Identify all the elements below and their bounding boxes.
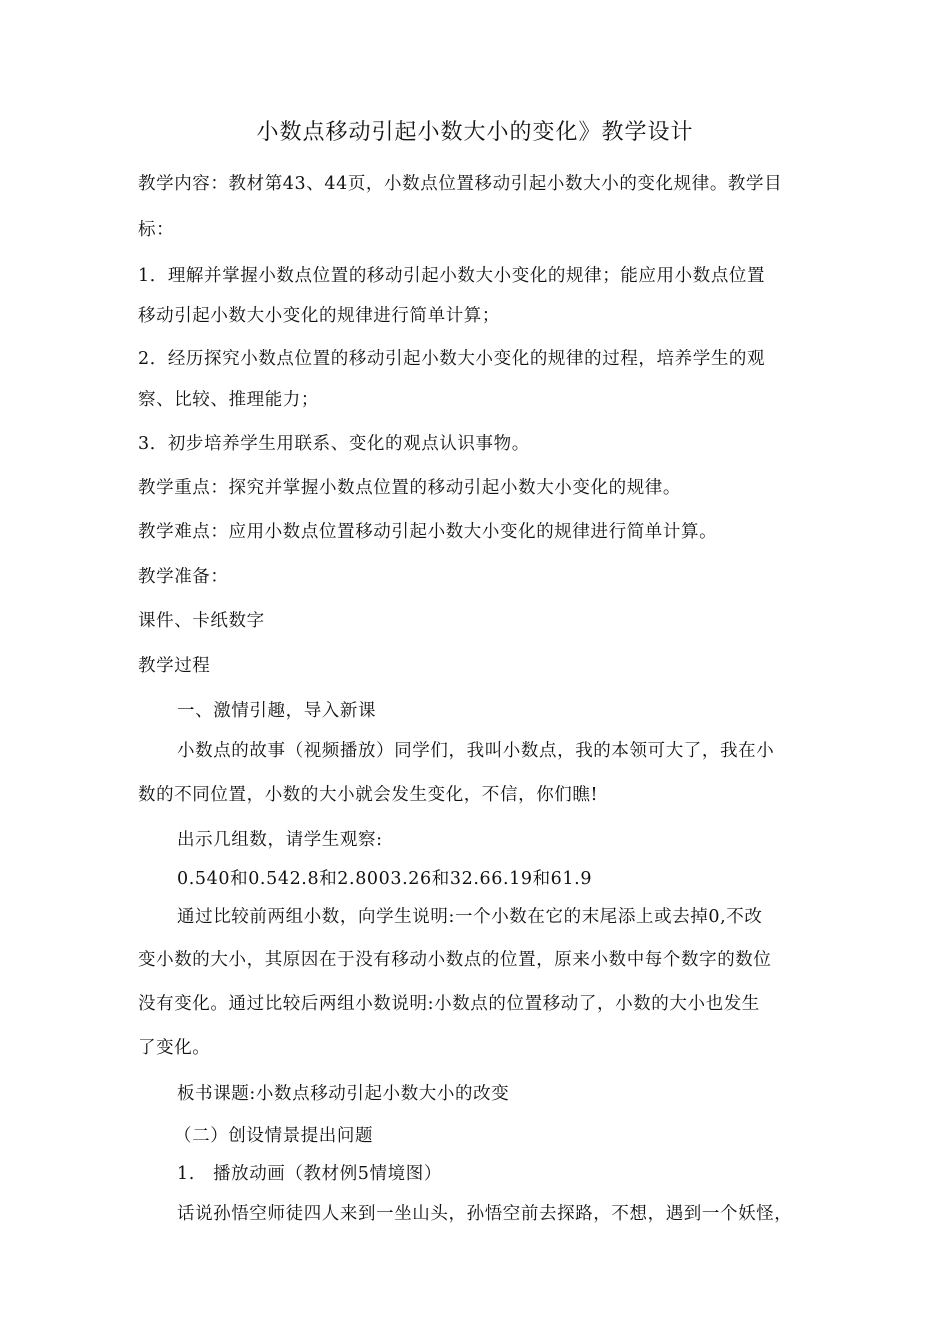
paragraph-line: 数的不同位置，小数的大小就会发生变化，不信，你们瞧!	[138, 785, 599, 805]
paragraph-line: 了变化。	[138, 1038, 211, 1058]
paragraph-line: 教学重点：探究并掌握小数点位置的移动引起小数大小变化的规律。	[138, 478, 681, 498]
paragraph-line: 教学准备：	[138, 567, 229, 587]
paragraph-line: 教学难点：应用小数点位置移动引起小数大小变化的规律进行简单计算。	[138, 522, 718, 542]
document-title: 小数点移动引起小数大小的变化》教学设计	[256, 120, 694, 145]
paragraph-line: 板书课题:小数点移动引起小数大小的改变	[177, 1084, 510, 1104]
paragraph-line: 移动引起小数大小变化的规律进行简单计算；	[138, 306, 500, 326]
paragraph-line: 没有变化。通过比较后两组小数说明:小数点的位置移动了，小数的大小也发生	[138, 994, 760, 1014]
paragraph-line: 0.540和0.542.8和2.8003.26和32.66.19和61.9	[177, 869, 593, 889]
paragraph-line: 3．初步培养学生用联系、变化的观点认识事物。	[138, 434, 530, 454]
paragraph-line: 1．理解并掌握小数点位置的移动引起小数大小变化的规律；能应用小数点位置	[138, 266, 766, 286]
paragraph-line: 话说孙悟空师徒四人来到一坐山头，孙悟空前去探路，不想，遇到一个妖怪，	[177, 1204, 793, 1224]
paragraph-line: 课件、卡纸数字	[138, 611, 265, 631]
section-heading: （二）创设情景提出问题	[174, 1126, 374, 1146]
paragraph-line: 察、比较、推理能力；	[138, 390, 319, 410]
paragraph-line: 出示几组数，请学生观察:	[177, 830, 383, 850]
paragraph-line: 通过比较前两组小数，向学生说明:一个小数在它的末尾添上或去掉0,不改	[177, 907, 763, 927]
paragraph-line: 教学过程	[138, 656, 211, 676]
paragraph-line: 变小数的大小，其原因在于没有移动小数点的位置，原来小数中每个数字的数位	[138, 950, 772, 970]
paragraph-line: 标：	[138, 220, 175, 240]
paragraph-line: 教学内容：教材第43、44页，小数点位置移动引起小数大小的变化规律。教学目	[138, 174, 783, 194]
paragraph-line: 小数点的故事（视频播放）同学们，我叫小数点，我的本领可大了，我在小	[177, 741, 775, 761]
paragraph-line: 1. 播放动画（教材例5情境图）	[177, 1164, 442, 1184]
paragraph-line: 2．经历探究小数点位置的移动引起小数大小变化的规律的过程，培养学生的观	[138, 349, 766, 369]
section-heading: 一、激情引趣，导入新课	[177, 701, 377, 721]
